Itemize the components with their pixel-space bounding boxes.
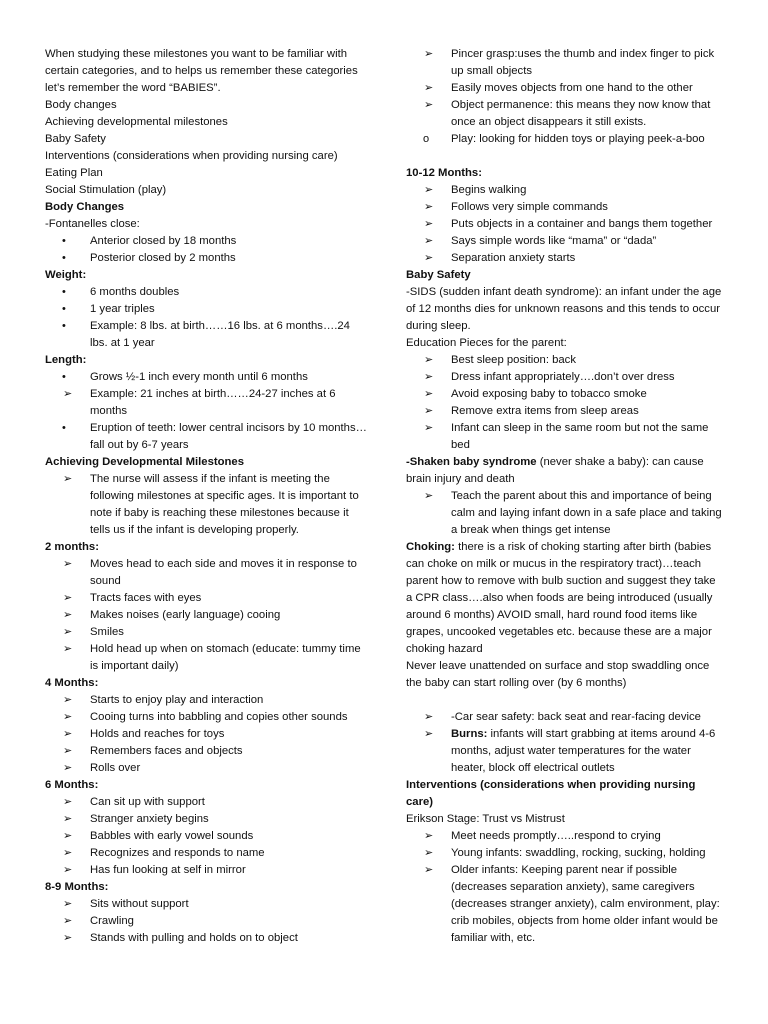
arrow-bullet-icon: ➢	[63, 728, 73, 740]
list-item	[45, 386, 370, 420]
list-item	[406, 386, 724, 403]
paragraph: Social Stimulation (play)	[45, 184, 167, 196]
arrow-bullet-icon: ➢	[424, 235, 434, 247]
list-item	[45, 845, 370, 862]
list-item	[45, 624, 370, 641]
list-item-text: Avoid exposing baby to tobacco smoke	[451, 388, 647, 400]
paragraph: Erikson Stage: Trust vs Mistrust	[406, 813, 565, 825]
arrow-bullet-icon: ➢	[424, 354, 434, 366]
list-item	[406, 862, 724, 947]
bullet-list	[45, 896, 370, 947]
list-item-text: Play: looking for hidden toys or playing peek-a-boo	[451, 133, 705, 145]
paragraph	[406, 539, 724, 658]
list-item-text: Best sleep position: back	[451, 354, 576, 366]
arrow-bullet-icon: ➢	[63, 388, 73, 400]
list-item-text: Meet needs promptly…..respond to crying	[451, 830, 661, 842]
list-item-text: Young infants: swaddling, rocking, sucking, holding	[451, 847, 706, 859]
list-item-text: Anterior closed by 18 months	[90, 235, 237, 247]
bullet-circle-icon: o	[423, 133, 430, 145]
arrow-bullet-icon: ➢	[63, 762, 73, 774]
arrow-bullet-icon: ➢	[424, 371, 434, 383]
list-item-text: Infant can sleep in the same room but not the same bed	[451, 422, 709, 451]
arrow-bullet-icon: ➢	[424, 48, 434, 60]
arrow-bullet-icon: ➢	[63, 830, 73, 842]
list-item	[406, 233, 724, 250]
list-item-text: Pincer grasp:uses the thumb and index finger to pick up small objects	[451, 48, 715, 77]
list-item	[45, 556, 370, 590]
bullet-list	[45, 794, 370, 879]
section-heading: 6 Months:	[45, 779, 99, 791]
list-item-text: Sits without support	[90, 898, 189, 910]
bullet-dot-icon: •	[62, 371, 66, 383]
arrow-bullet-icon: ➢	[424, 405, 434, 417]
arrow-bullet-icon: ➢	[424, 490, 434, 502]
list-item	[45, 862, 370, 879]
list-item-text: -Car sear safety: back seat and rear-facing device	[451, 711, 701, 723]
arrow-bullet-icon: ➢	[63, 711, 73, 723]
list-item-text: Object permanence: this means they now know that once an object disappears it still exists.	[451, 99, 711, 128]
paragraph	[406, 454, 724, 488]
list-item	[406, 216, 724, 233]
arrow-bullet-icon: ➢	[424, 99, 434, 111]
list-item	[45, 284, 370, 301]
bullet-list	[406, 182, 724, 267]
list-item-text: Makes noises (early language) cooing	[90, 609, 281, 621]
bullet-list	[45, 284, 370, 352]
list-item-text: Example: 8 lbs. at birth……16 lbs. at 6 months….24 lbs. at 1 year	[90, 320, 350, 349]
list-item-text: The nurse will assess if the infant is meeting the following milestones at specific ages. It is important to note if baby is reaching these milestones because it tells us if the infant is developing properly.	[90, 473, 359, 536]
list-item-text: Example: 21 inches at birth……24-27 inches at 6 months	[90, 388, 336, 417]
arrow-bullet-icon: ➢	[424, 82, 434, 94]
left-column	[45, 46, 370, 947]
list-item-text: Cooing turns into babbling and copies other sounds	[90, 711, 348, 723]
list-item	[406, 250, 724, 267]
list-item	[45, 471, 370, 539]
section-heading: Weight:	[45, 269, 87, 281]
list-item-text: infants will start grabbing at items around 4-6 months, adjust water temperatures for the water heater, block off electrical outlets	[451, 728, 716, 774]
list-item	[45, 760, 370, 777]
arrow-bullet-icon: ➢	[424, 422, 434, 434]
list-item	[45, 811, 370, 828]
list-item	[406, 845, 724, 862]
arrow-bullet-icon: ➢	[424, 184, 434, 196]
list-item	[406, 488, 724, 539]
spacer	[406, 692, 724, 709]
section-heading: 2 months:	[45, 541, 99, 553]
section-heading: 10-12 Months:	[406, 167, 482, 179]
paragraph: Baby Safety	[45, 133, 106, 145]
arrow-bullet-icon: ➢	[63, 694, 73, 706]
list-item-text: Tracts faces with eyes	[90, 592, 202, 604]
arrow-bullet-icon: ➢	[63, 609, 73, 621]
bullet-dot-icon: •	[62, 235, 66, 247]
paragraph: Interventions (considerations when providing nursing care)	[45, 150, 338, 162]
list-item	[45, 420, 370, 454]
list-item	[406, 726, 724, 777]
arrow-bullet-icon: ➢	[63, 796, 73, 808]
bullet-list	[45, 420, 370, 454]
list-item	[45, 896, 370, 913]
paragraph: Education Pieces for the parent:	[406, 337, 567, 349]
list-item-text: Easily moves objects from one hand to the other	[451, 82, 693, 94]
list-item-text: Says simple words like “mama” or “dada”	[451, 235, 657, 247]
section-heading: Body Changes	[45, 201, 125, 213]
list-item	[45, 369, 370, 386]
arrow-bullet-icon: ➢	[424, 830, 434, 842]
list-item	[45, 743, 370, 760]
bullet-list	[45, 556, 370, 675]
arrow-bullet-icon: ➢	[63, 473, 73, 485]
bullet-list	[45, 233, 370, 267]
list-item	[406, 46, 724, 80]
list-item-text: Crawling	[90, 915, 134, 927]
arrow-bullet-icon: ➢	[63, 643, 73, 655]
list-item	[406, 369, 724, 386]
arrow-bullet-icon: ➢	[63, 745, 73, 757]
bold-lead: -Shaken baby syndrome	[406, 456, 537, 468]
list-item	[45, 250, 370, 267]
bullet-list	[45, 692, 370, 777]
list-item-text: Recognizes and responds to name	[90, 847, 265, 859]
arrow-bullet-icon: ➢	[63, 864, 73, 876]
arrow-bullet-icon: ➢	[63, 915, 73, 927]
bullet-list	[406, 709, 724, 726]
bullet-list	[406, 131, 724, 148]
list-item-text: Hold head up when on stomach (educate: tummy time is important daily)	[90, 643, 361, 672]
list-item	[45, 726, 370, 743]
section-heading: Achieving Developmental Milestones	[45, 456, 245, 468]
list-item-text: Moves head to each side and moves it in response to sound	[90, 558, 357, 587]
list-item-text: Teach the parent about this and importance of being calm and laying infant down in a safe place and taking a break when things get intense	[451, 490, 722, 536]
arrow-bullet-icon: ➢	[424, 218, 434, 230]
list-item	[45, 318, 370, 352]
list-item-text: Dress infant appropriately….don’t over dress	[451, 371, 675, 383]
bullet-list	[406, 46, 724, 131]
right-column	[406, 46, 724, 947]
list-item	[45, 233, 370, 250]
list-item	[45, 794, 370, 811]
list-item	[45, 692, 370, 709]
bullet-dot-icon: •	[62, 320, 66, 332]
arrow-bullet-icon: ➢	[424, 864, 434, 876]
arrow-bullet-icon: ➢	[63, 898, 73, 910]
bold-lead: Choking:	[406, 541, 455, 553]
arrow-bullet-icon: ➢	[424, 201, 434, 213]
arrow-bullet-icon: ➢	[63, 932, 73, 944]
list-item	[406, 709, 724, 726]
list-item	[406, 828, 724, 845]
paragraph-text: there is a risk of choking starting after birth (babies can choke on milk or mucus in the respiratory tract)…teach parent how to remove with bulb suction and suggest they take a CPR class….also when foods are being introduced (usually around 6 months) AVOID small, hard round food items like grapes, uncooked vegetables etc. because these are a major choking hazard	[406, 541, 716, 655]
arrow-bullet-icon: ➢	[424, 388, 434, 400]
list-item-text: Separation anxiety starts	[451, 252, 576, 264]
list-item	[45, 709, 370, 726]
bullet-list	[406, 726, 724, 777]
bullet-list	[406, 828, 724, 947]
list-item-text: Babbles with early vowel sounds	[90, 830, 254, 842]
paragraph-text: (never shake a baby): can cause brain injury and death	[406, 456, 704, 485]
list-item-text: 1 year triples	[90, 303, 155, 315]
arrow-bullet-icon: ➢	[424, 847, 434, 859]
list-item-text: Remembers faces and objects	[90, 745, 243, 757]
arrow-bullet-icon: ➢	[424, 728, 434, 740]
list-item-text: Puts objects in a container and bangs them together	[451, 218, 713, 230]
arrow-bullet-icon: ➢	[63, 592, 73, 604]
list-item	[406, 352, 724, 369]
section-heading: 4 Months:	[45, 677, 99, 689]
list-item-text: Starts to enjoy play and interaction	[90, 694, 264, 706]
paragraph: Achieving developmental milestones	[45, 116, 228, 128]
list-item	[45, 301, 370, 318]
list-item-text: Stands with pulling and holds on to object	[90, 932, 298, 944]
bullet-list	[45, 386, 370, 420]
section-heading: Interventions (considerations when providing nursing care)	[406, 779, 696, 808]
paragraph: -Fontanelles close:	[45, 218, 140, 230]
paragraph: -SIDS (sudden infant death syndrome): an infant under the age of 12 months dies for unknown reasons and this tends to occur during sleep.	[406, 286, 722, 332]
list-item-text: Posterior closed by 2 months	[90, 252, 236, 264]
arrow-bullet-icon: ➢	[63, 558, 73, 570]
section-heading: Baby Safety	[406, 269, 471, 281]
list-item-text: Grows ½-1 inch every month until 6 months	[90, 371, 308, 383]
list-item-text: Can sit up with support	[90, 796, 205, 808]
list-item	[406, 80, 724, 97]
list-item-text: Has fun looking at self in mirror	[90, 864, 246, 876]
list-item-text: Rolls over	[90, 762, 141, 774]
list-item-text: Begins walking	[451, 184, 527, 196]
bullet-list	[45, 471, 370, 539]
list-item	[45, 641, 370, 675]
list-item-text: Older infants: Keeping parent near if possible (decreases separation anxiety), same caregivers (decreases stranger anxiety), calm environment, play: crib mobiles, objects from home older infant would be familiar with, etc.	[451, 864, 720, 944]
bullet-list	[45, 369, 370, 386]
list-item	[45, 607, 370, 624]
arrow-bullet-icon: ➢	[63, 813, 73, 825]
list-item-text: Remove extra items from sleep areas	[451, 405, 639, 417]
list-item	[406, 403, 724, 420]
bullet-dot-icon: •	[62, 252, 66, 264]
list-item	[406, 131, 724, 148]
list-item-text: 6 months doubles	[90, 286, 180, 298]
list-item	[406, 420, 724, 454]
bullet-dot-icon: •	[62, 422, 66, 434]
list-item	[45, 590, 370, 607]
list-item-text: Holds and reaches for toys	[90, 728, 225, 740]
list-item-text: Eruption of teeth: lower central incisors by 10 months…fall out by 6-7 years	[90, 422, 367, 451]
list-item	[406, 97, 724, 131]
bold-lead: Burns:	[451, 728, 488, 740]
arrow-bullet-icon: ➢	[424, 252, 434, 264]
list-item-text: Smiles	[90, 626, 124, 638]
paragraph: Body changes	[45, 99, 117, 111]
paragraph: When studying these milestones you want to be familiar with certain categories, and to helps us remember these categories let’s remember the word “BABIES”.	[45, 48, 358, 94]
list-item	[406, 182, 724, 199]
arrow-bullet-icon: ➢	[63, 847, 73, 859]
list-item	[406, 199, 724, 216]
bullet-list	[406, 488, 724, 539]
list-item-text: Stranger anxiety begins	[90, 813, 209, 825]
list-item	[45, 930, 370, 947]
list-item-text: Follows very simple commands	[451, 201, 608, 213]
paragraph: Eating Plan	[45, 167, 103, 179]
arrow-bullet-icon: ➢	[424, 711, 434, 723]
bullet-list	[406, 352, 724, 454]
list-item	[45, 828, 370, 845]
list-item	[45, 913, 370, 930]
section-heading: 8-9 Months:	[45, 881, 109, 893]
paragraph: Never leave unattended on surface and stop swaddling once the baby can start rolling over (by 6 months)	[406, 660, 710, 689]
bullet-dot-icon: •	[62, 303, 66, 315]
spacer	[406, 148, 724, 165]
section-heading: Length:	[45, 354, 87, 366]
arrow-bullet-icon: ➢	[63, 626, 73, 638]
bullet-dot-icon: •	[62, 286, 66, 298]
